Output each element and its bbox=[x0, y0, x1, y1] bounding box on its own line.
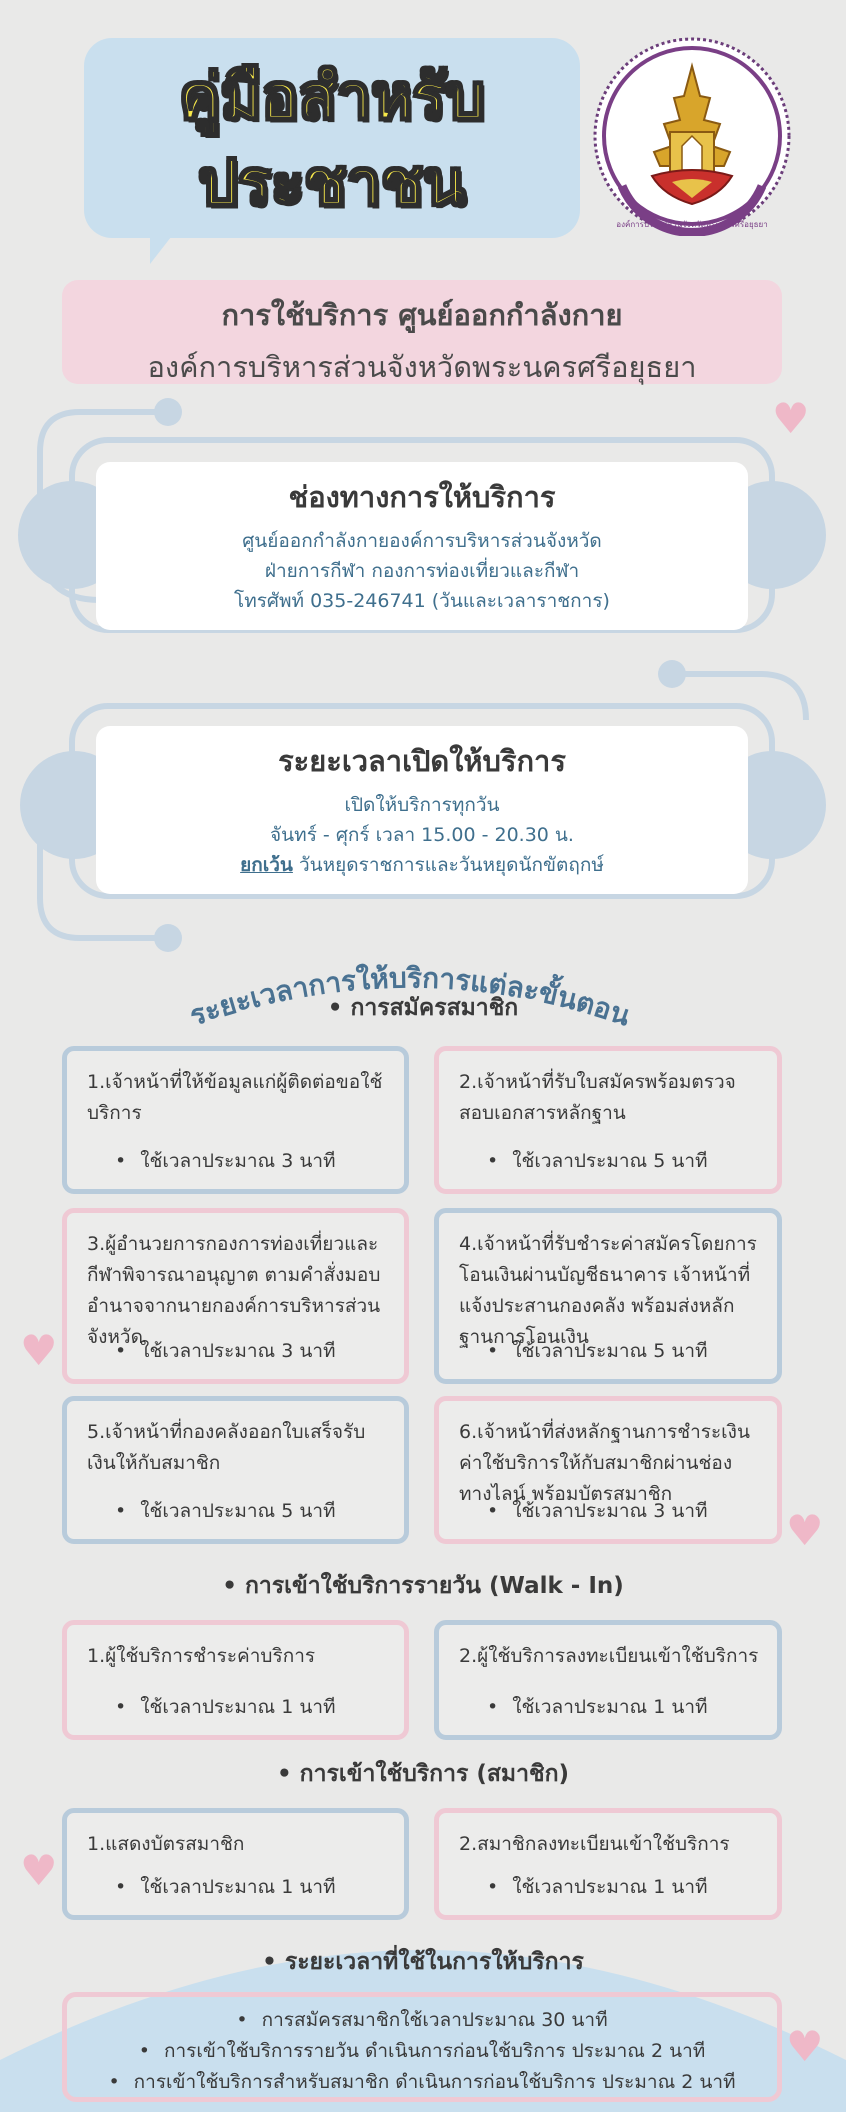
service-channel-line-2: ฝ่ายการกีฬา กองการท่องเที่ยวและกีฬา bbox=[264, 560, 580, 582]
membership-heading: • การสมัครสมาชิก bbox=[327, 995, 519, 1021]
step-duration: • ใช้เวลาประมาณ 5 นาที bbox=[67, 1496, 404, 1527]
service-channel-phone: โทรศัพท์ 035-246741 (วันและเวลาราชการ) bbox=[234, 590, 610, 612]
provincial-seal-icon bbox=[592, 36, 792, 236]
subtitle-line-1: การใช้บริการ ศูนย์ออกกำลังกาย bbox=[221, 298, 623, 332]
step-text: 2.เจ้าหน้าที่รับใบสมัครพร้อมตรวจสอบเอกสารหลักฐาน bbox=[459, 1071, 736, 1124]
step-duration: • ใช้เวลาประมาณ 5 นาที bbox=[439, 1146, 777, 1177]
heart-icon: ♥ bbox=[772, 394, 810, 443]
step-text: 1.แสดงบัตรสมาชิก bbox=[87, 1833, 245, 1855]
step-duration: • ใช้เวลาประมาณ 3 นาที bbox=[439, 1496, 777, 1527]
opening-hours-title: ระยะเวลาเปิดให้บริการ bbox=[278, 744, 566, 778]
step-duration: • ใช้เวลาประมาณ 5 นาที bbox=[439, 1336, 777, 1367]
service-channel-line-1: ศูนย์ออกกำลังกายองค์การบริหารส่วนจังหวัด bbox=[242, 530, 602, 552]
step-duration: • ใช้เวลาประมาณ 1 นาที bbox=[439, 1692, 777, 1723]
step-text: 2.ผู้ใช้บริการลงทะเบียนเข้าใช้บริการ bbox=[459, 1645, 759, 1667]
membership-heading-text: การสมัครสมาชิก bbox=[350, 995, 519, 1021]
membership-step-1 bbox=[62, 1046, 409, 1194]
steps-heading-text: ระยะเวลาการให้บริการแต่ละขั้นตอน bbox=[185, 961, 635, 1033]
member-use-heading: • การเข้าใช้บริการ (สมาชิก) bbox=[276, 1761, 570, 1787]
step-duration: • ใช้เวลาประมาณ 1 นาที bbox=[67, 1872, 404, 1903]
step-text: 2.สมาชิกลงทะเบียนเข้าใช้บริการ bbox=[459, 1833, 730, 1855]
step-text: 6.เจ้าหน้าที่ส่งหลักฐานการชำระเงินค่าใช้บริการให้กับสมาชิกผ่านช่องทางไลน์ พร้อมบัตรสมาชิก bbox=[459, 1421, 750, 1505]
summary-item: • การเข้าใช้บริการสำหรับสมาชิก ดำเนินการก่อนใช้บริการ ประมาณ 2 นาที bbox=[67, 2067, 777, 2098]
walkin-heading-text: การเข้าใช้บริการรายวัน (Walk - In) bbox=[244, 1573, 624, 1599]
summary-item: • การเข้าใช้บริการรายวัน ดำเนินการก่อนใช้บริการ ประมาณ 2 นาที bbox=[67, 2036, 777, 2067]
heart-icon: ♥ bbox=[786, 1506, 824, 1555]
heart-icon: ♥ bbox=[786, 2022, 824, 2071]
step-duration: • ใช้เวลาประมาณ 3 นาที bbox=[67, 1146, 404, 1177]
exception-label: ยกเว้น bbox=[240, 854, 293, 876]
opening-hours-line-1: เปิดให้บริการทุกวัน bbox=[344, 794, 500, 816]
walkin-heading: • การเข้าใช้บริการรายวัน (Walk - In) bbox=[222, 1573, 624, 1599]
walkin-step-2 bbox=[434, 1620, 782, 1740]
heart-icon: ♥ bbox=[20, 1846, 58, 1895]
summary-box bbox=[62, 1992, 782, 2102]
membership-step-3 bbox=[62, 1208, 409, 1384]
step-duration: • ใช้เวลาประมาณ 3 นาที bbox=[67, 1336, 404, 1367]
member-use-step-2 bbox=[434, 1808, 782, 1920]
opening-hours-line-2: จันทร์ - ศุกร์ เวลา 15.00 - 20.30 น. bbox=[270, 824, 574, 846]
subtitle-box bbox=[62, 280, 782, 384]
service-channel-title: ช่องทางการให้บริการ bbox=[288, 480, 556, 514]
step-text: 1.เจ้าหน้าที่ให้ข้อมูลแก่ผู้ติดต่อขอใช้บริการ bbox=[87, 1071, 383, 1124]
exception-text: วันหยุดราชการและวันหยุดนักขัตฤกษ์ bbox=[292, 854, 604, 876]
opening-hours-card bbox=[96, 726, 748, 894]
step-text: 5.เจ้าหน้าที่กองคลังออกใบเสร็จรับเงินให้กับสมาชิก bbox=[87, 1421, 366, 1474]
page-title bbox=[84, 54, 580, 226]
title-line-1: คู่มือสำหรับ bbox=[179, 60, 485, 133]
heart-icon: ♥ bbox=[20, 1326, 58, 1375]
membership-step-5 bbox=[62, 1396, 409, 1544]
membership-step-4 bbox=[434, 1208, 782, 1384]
step-duration: • ใช้เวลาประมาณ 1 นาที bbox=[67, 1692, 404, 1723]
membership-step-6 bbox=[434, 1396, 782, 1544]
step-text: 4.เจ้าหน้าที่รับชำระค่าสมัครโดยการโอนเงินผ่านบัญชีธนาคาร เจ้าหน้าที่แจ้งประสานกองคลัง พร้อมส่งหลักฐานการโอนเงิน bbox=[459, 1233, 757, 1348]
step-duration: • ใช้เวลาประมาณ 1 นาที bbox=[439, 1872, 777, 1903]
step-text: 1.ผู้ใช้บริการชำระค่าบริการ bbox=[87, 1645, 316, 1667]
service-channel-card bbox=[96, 462, 748, 630]
walkin-step-1 bbox=[62, 1620, 409, 1740]
summary-item: • การสมัครสมาชิกใช้เวลาประมาณ 30 นาที bbox=[67, 2005, 777, 2036]
member-use-step-1 bbox=[62, 1808, 409, 1920]
summary-heading: • ระยะเวลาที่ใช้ในการให้บริการ bbox=[262, 1949, 584, 1975]
seal-text: องค์การบริหารส่วนจังหวัดพระนครศรีอยุธยา bbox=[616, 220, 768, 229]
member-use-heading-text: การเข้าใช้บริการ (สมาชิก) bbox=[299, 1761, 570, 1787]
title-bubble-tail bbox=[150, 228, 186, 264]
opening-hours-exception bbox=[96, 850, 748, 880]
membership-step-2 bbox=[434, 1046, 782, 1194]
title-line-2: ประชาชน bbox=[198, 146, 466, 219]
subtitle-line-2: องค์การบริหารส่วนจังหวัดพระนครศรีอยุธยา bbox=[147, 350, 697, 384]
summary-heading-text: ระยะเวลาที่ใช้ในการให้บริการ bbox=[284, 1949, 584, 1975]
step-text: 3.ผู้อำนวยการกองการท่องเที่ยวและกีฬาพิจารณาอนุญาต ตามคำสั่งมอบอำนาจจากนายกองค์การบริหารส่วนจังหวัด bbox=[87, 1233, 381, 1348]
